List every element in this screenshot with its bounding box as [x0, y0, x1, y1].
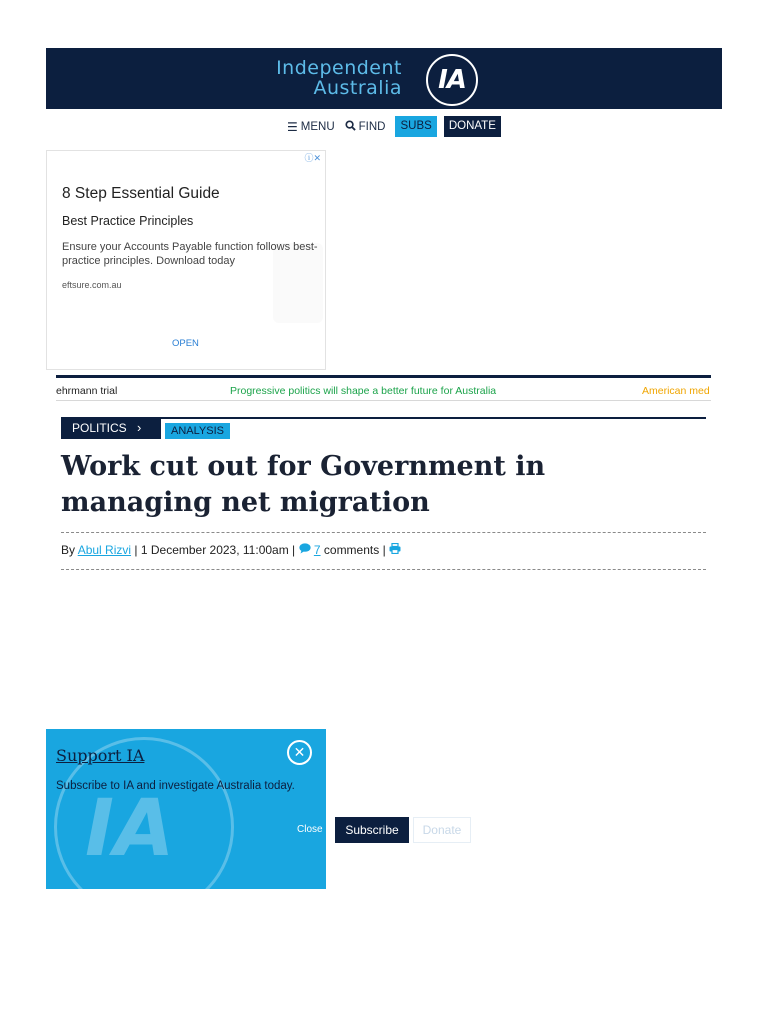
author-link[interactable]: Abul Rizvi [77, 543, 132, 557]
site-logo[interactable] [276, 54, 488, 104]
publish-date: | 1 December 2023, 11:00am | [134, 543, 296, 557]
tag-analysis-link[interactable]: ANALYSIS [165, 423, 230, 439]
byline-divider-top [61, 532, 706, 533]
support-subscribe-button[interactable]: Subscribe [335, 817, 409, 843]
ad-open-link[interactable]: OPEN [172, 338, 199, 349]
site-header [46, 48, 722, 109]
ia-watermark-icon: IA [54, 737, 234, 889]
logo-wordmark: Independent Australia [276, 57, 402, 99]
byline-divider-bottom [61, 569, 706, 570]
support-title-link[interactable]: Support IA [56, 746, 145, 765]
adchoices-close-icon[interactable]: ⓘ✕ [304, 153, 321, 163]
ad-subtitle: Best Practice Principles [62, 214, 194, 228]
donate-button[interactable]: DONATE [444, 116, 501, 137]
menu-button[interactable]: ☰ MENU [287, 119, 335, 134]
advertisement[interactable] [46, 150, 326, 370]
support-popup [46, 729, 462, 889]
ad-domain: eftsure.com.au [62, 280, 122, 290]
category-politics-link[interactable]: POLITICS › [61, 419, 161, 439]
find-button[interactable]: FIND [345, 120, 386, 134]
support-donate-button[interactable]: Donate [413, 817, 471, 843]
hamburger-icon: ☰ [287, 119, 298, 134]
main-nav [287, 116, 501, 137]
comments-label: comments | [323, 543, 386, 557]
ticker-item[interactable]: Progressive politics will shape a better future for Australia [230, 385, 497, 397]
article-headline: Work cut out for Government in managing net migration [61, 451, 546, 518]
comment-count-link[interactable]: 7 [313, 543, 321, 557]
print-icon[interactable] [389, 543, 401, 557]
ticker-item[interactable]: ehrmann trial [56, 385, 118, 397]
support-background [46, 729, 326, 889]
news-ticker [56, 375, 711, 401]
support-message: Subscribe to IA and investigate Australia today. [56, 780, 295, 792]
subs-button[interactable]: SUBS [395, 116, 436, 137]
search-icon [345, 120, 356, 134]
article-byline: By Abul Rizvi | 1 December 2023, 11:00am | 7 comments | [61, 543, 401, 557]
logo-mark: IA [426, 54, 478, 106]
chevron-right-icon: › [137, 420, 142, 435]
ad-body: Ensure your Accounts Payable function follows best-practice principles. Download today [62, 241, 318, 267]
ad-title: 8 Step Essential Guide [62, 185, 220, 202]
comment-icon[interactable] [299, 543, 314, 557]
support-close-link[interactable]: Close [297, 824, 323, 835]
close-icon[interactable]: ✕ [287, 740, 312, 765]
ticker-item[interactable]: American med [642, 385, 710, 397]
